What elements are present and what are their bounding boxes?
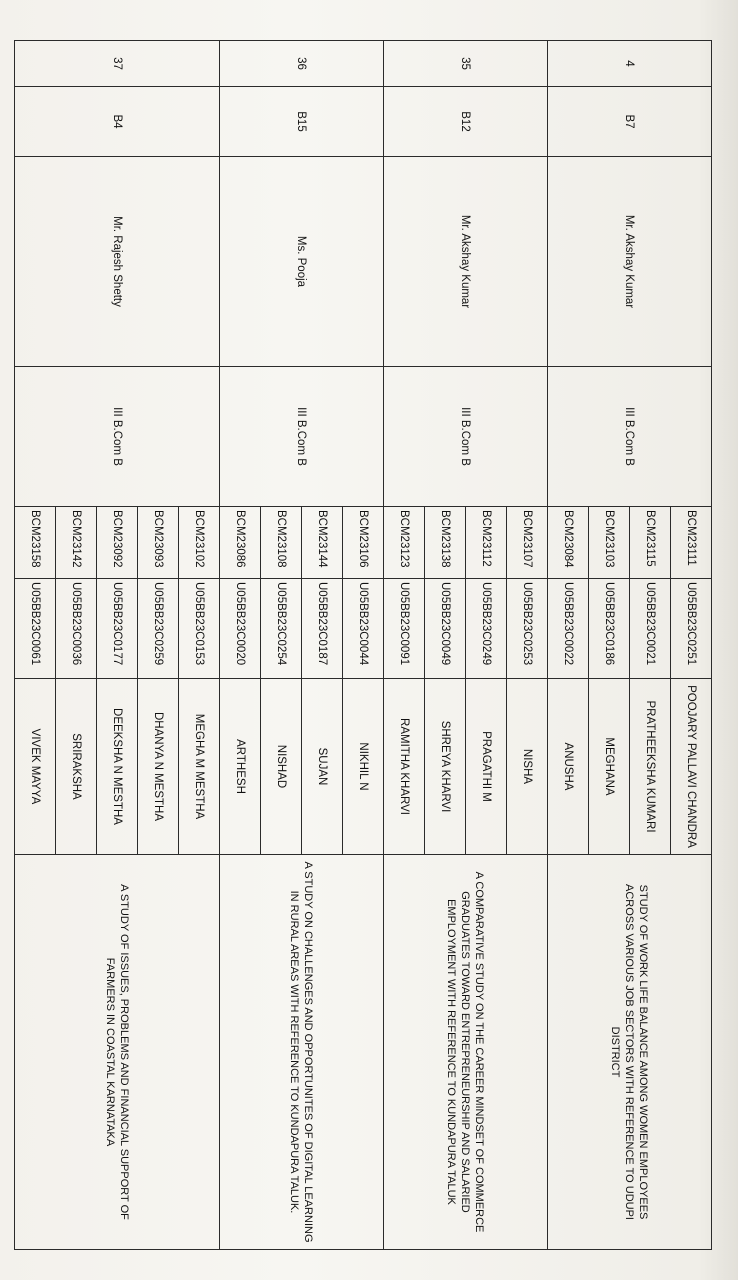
roll-number-cell: BCM23106 [343, 507, 384, 579]
roll-number-cell: BCM23111 [671, 507, 712, 579]
group-code-cell: B7 [548, 87, 712, 157]
student-name-cell: DHANYA N MESTHA [138, 679, 179, 855]
class-cell: III B.Com B [384, 367, 548, 507]
roll-number-cell: BCM23138 [425, 507, 466, 579]
roll-number-cell: BCM23107 [507, 507, 548, 579]
student-name-cell: NISHA [507, 679, 548, 855]
group-code-cell: B15 [220, 87, 384, 157]
serial-number-cell: 35 [384, 41, 548, 87]
group-code-cell: B4 [15, 87, 220, 157]
table-row [507, 41, 548, 1250]
student-name-cell: MEGHA M MESTHA [179, 679, 220, 855]
class-cell: III B.Com B [15, 367, 220, 507]
student-name-cell: PRAGATHI M [466, 679, 507, 855]
class-cell: III B.Com B [220, 367, 384, 507]
table-body [15, 41, 712, 1250]
register-number-cell: U05BB23C0253 [507, 579, 548, 679]
register-number-cell: U05BB23C0091 [384, 579, 425, 679]
roll-number-cell: BCM23158 [15, 507, 56, 579]
guide-name-cell: Mr. Akshay Kumar [384, 157, 548, 367]
student-name-cell: RAMITHA KHARVI [384, 679, 425, 855]
register-number-cell: U05BB23C0049 [425, 579, 466, 679]
register-number-cell: U05BB23C0061 [15, 579, 56, 679]
register-number-cell: U05BB23C0259 [138, 579, 179, 679]
roll-number-cell: BCM23144 [302, 507, 343, 579]
project-topic-cell: A STUDY OF ISSUES, PROBLEMS AND FINANCIAL SUPPORT OF FARMERS IN COASTAL KARNATAKA [15, 855, 220, 1250]
project-topic-cell: STUDY OF WORK LIFE BALANCE AMONG WOMEN EMPLOYEES ACROSS VARIOUS JOB SECTORS WITH REFERENCE TO UDUPI DISTRICT [548, 855, 712, 1250]
student-name-cell: VIVEK MAYYA [15, 679, 56, 855]
project-allocation-table [14, 40, 712, 1250]
guide-name-cell: Ms. Pooja [220, 157, 384, 367]
table-row [671, 41, 712, 1250]
student-name-cell: NISHAD [261, 679, 302, 855]
register-number-cell: U05BB23C0254 [261, 579, 302, 679]
project-topic-cell: A STUDY ON CHALLENGES AND OPPORTUNITES OF DIGITAL LEARNING IN RURAL AREAS WITH REFERENCE TO KUNDAPURA TALUK. [220, 855, 384, 1250]
roll-number-cell: BCM23142 [56, 507, 97, 579]
register-number-cell: U05BB23C0021 [630, 579, 671, 679]
student-name-cell: DEEKSHA N MESTHA [97, 679, 138, 855]
roll-number-cell: BCM23092 [97, 507, 138, 579]
student-name-cell: PRATHEEKSHA KUMARI [630, 679, 671, 855]
register-number-cell: U05BB23C0020 [220, 579, 261, 679]
guide-name-cell: Mr. Rajesh Shetty [15, 157, 220, 367]
project-topic-cell: A COMPARATIVE STUDY ON THE CAREER MINDSET OF COMMERCE GRADUATES TOWARD ENTREPRENEURSHIP AND SALARIED EMPLOYMENT WITH REFERENCE TO KUNDAPURA TALUK [384, 855, 548, 1250]
register-number-cell: U05BB23C0022 [548, 579, 589, 679]
roll-number-cell: BCM23123 [384, 507, 425, 579]
roll-number-cell: BCM23086 [220, 507, 261, 579]
register-number-cell: U05BB23C0153 [179, 579, 220, 679]
table-row [343, 41, 384, 1250]
student-name-cell: POOJARY PALLAVI CHANDRA [671, 679, 712, 855]
student-name-cell: ANUSHA [548, 679, 589, 855]
serial-number-cell: 4 [548, 41, 712, 87]
class-cell: III B.Com B [548, 367, 712, 507]
register-number-cell: U05BB23C0036 [56, 579, 97, 679]
roll-number-cell: BCM23108 [261, 507, 302, 579]
roll-number-cell: BCM23112 [466, 507, 507, 579]
roll-number-cell: BCM23115 [630, 507, 671, 579]
student-name-cell: ARTHESH [220, 679, 261, 855]
roll-number-cell: BCM23084 [548, 507, 589, 579]
student-name-cell: MEGHANA [589, 679, 630, 855]
table-row [179, 41, 220, 1250]
register-number-cell: U05BB23C0186 [589, 579, 630, 679]
register-number-cell: U05BB23C0044 [343, 579, 384, 679]
roll-number-cell: BCM23093 [138, 507, 179, 579]
register-number-cell: U05BB23C0187 [302, 579, 343, 679]
student-name-cell: SUJAN [302, 679, 343, 855]
register-number-cell: U05BB23C0249 [466, 579, 507, 679]
serial-number-cell: 37 [15, 41, 220, 87]
student-name-cell: SHREYA KHARVI [425, 679, 466, 855]
roll-number-cell: BCM23102 [179, 507, 220, 579]
serial-number-cell: 36 [220, 41, 384, 87]
roll-number-cell: BCM23103 [589, 507, 630, 579]
group-code-cell: B12 [384, 87, 548, 157]
register-number-cell: U05BB23C0177 [97, 579, 138, 679]
student-name-cell: NIKHIL N [343, 679, 384, 855]
register-number-cell: U05BB23C0251 [671, 579, 712, 679]
student-name-cell: SRIRAKSHA [56, 679, 97, 855]
guide-name-cell: Mr. Akshay Kumar [548, 157, 712, 367]
